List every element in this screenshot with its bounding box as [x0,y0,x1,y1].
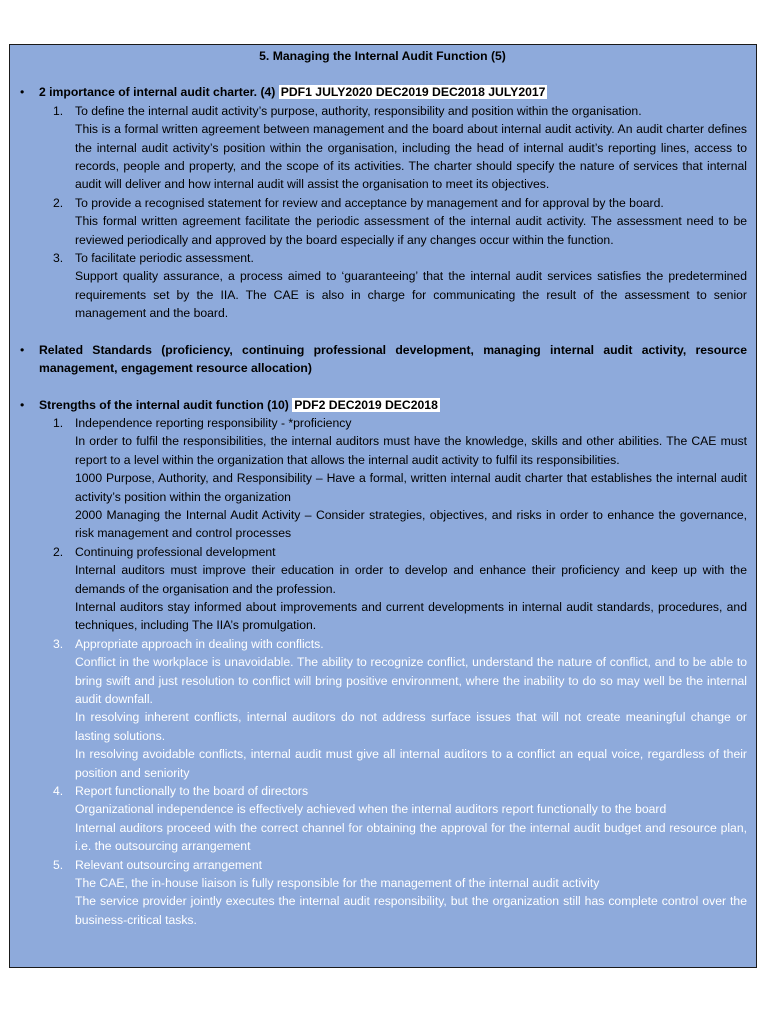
item-number: 3. [53,636,64,651]
item-title: Continuing professional development [75,544,276,559]
item-number: 5. [53,857,64,872]
charter-list [39,102,747,323]
section-charter [18,83,747,322]
item-text: Organizational independence is effectively achieved when the internal auditors report functionally to the board [75,802,667,817]
item-text: In resolving inherent conflicts, internal auditors do not address surface issues that will not create meaningful change or lasting solutions. [75,710,747,743]
section-heading: Related Standards (proficiency, continuing professional development, managing internal audit activity, resource management, engagement resource allocation) [39,342,747,376]
section-related-standards [18,341,747,378]
item-number: 3. [53,251,64,266]
item-number: 2. [53,195,64,210]
item-number: 1. [53,415,64,430]
item-text: The service provider jointly executes the internal audit responsibility, but the organization still has complete control over the business-critical tasks. [75,894,747,927]
item-title: To provide a recognised statement for review and acceptance by management and for approval by the board. [75,195,664,210]
item-text: Support quality assurance, a process aimed to ‘guaranteeing’ that the internal audit services satisfies the predetermined requirements set by the IIA. The CAE is also in charge for communicating the result of the assessment to senior management and the board. [75,269,747,321]
item-number: 4. [53,784,64,799]
item-title: To facilitate periodic assessment. [75,251,254,266]
item-text: 2000 Managing the Internal Audit Activity – Consider strategies, objectives, and risks in order to enhance the governance, risk management and control processes [75,507,747,541]
bullet-dot: • [20,397,25,412]
item-text: 1000 Purpose, Authority, and Responsibility – Have a formal, written internal audit charter that establishes the internal audit activity’s position within the organization [75,471,747,504]
section-strengths [18,396,747,930]
item-number: 1. [53,103,64,118]
item-text: This is a formal written agreement between management and the board about internal audit activity. An audit charter defines the internal audit activity’s position within the organisation, including the head of internal audit’s reporting lines, access to records, people and property, and the scope of its activities. The charter should specify the nature of services that internal audit will deliver and how internal audit will assist the organisation to meet its objectives. [75,122,747,192]
spacer [18,378,747,396]
list-item [53,102,747,194]
list-item [53,856,747,930]
list-item [53,194,747,249]
spacer [18,323,747,341]
item-text: This formal written agreement facilitate the periodic assessment of the internal audit activity. The assessment need to be reviewed periodically and approved by the board especially if any changes occur within the function. [75,214,747,247]
bullet-dot: • [20,85,25,100]
item-text: In resolving avoidable conflicts, internal audit must give all internal auditors to a conflict an equal voice, regardless of their position and seniority [75,747,747,780]
section-heading: 2 importance of internal audit charter. (4) PDF1 JULY2020 DEC2019 DEC2018 JULY2017 [39,85,546,100]
item-title: To define the internal audit activity’s purpose, authority, responsibility and position within the organisation. [75,103,642,118]
item-title: Report functionally to the board of directors [75,784,309,799]
exam-tag: PDF1 JULY2020 DEC2019 DEC2018 JULY2017 [280,85,546,100]
list-item [53,635,747,782]
item-text: The CAE, the in-house liaison is fully responsible for the management of the internal audit activity [75,876,600,891]
item-title: Relevant outsourcing arrangement [75,857,262,872]
item-text: Internal auditors proceed with the correct channel for obtaining the approval for the internal audit budget and resource plan, i.e. the outsourcing arrangement [75,820,747,854]
strengths-list [39,414,747,929]
item-title: Appropriate approach in dealing with conflicts. [75,636,324,651]
bullet-dot: • [20,342,25,357]
item-number: 2. [53,544,64,559]
item-text: In order to fulfil the responsibilities, the internal auditors must have the knowledge, skills and other abilities. The CAE must report to a level within the organization that allows the internal audit activity to fulfil its responsibilities. [75,434,747,467]
list-item [53,249,747,323]
list-item [53,782,747,856]
item-text: Internal auditors stay informed about improvements and current developments in internal audit standards, procedures, and techniques, including The IIA’s promulgation. [75,599,747,633]
list-item [53,543,747,635]
document-panel [9,44,757,968]
list-item [53,414,747,543]
item-title: Independence reporting responsibility - *proficiency [75,415,352,430]
item-text: Internal auditors must improve their education in order to develop and enhance their proficiency and keep up with the demands of the organisation and the profession. [75,563,747,596]
section-heading: Strengths of the internal audit function (10) PDF2 DEC2019 DEC2018 [39,397,438,412]
item-text: Conflict in the workplace is unavoidable. The ability to recognize conflict, understand the nature of conflict, and to be able to bring swift and just resolution to conflict will bring positive environment, where the inability to do so may well be the internal audit downfall. [75,655,747,706]
page-title: 5. Managing the Internal Audit Function (5) [259,49,506,63]
exam-tag: PDF2 DEC2019 DEC2018 [294,397,438,412]
